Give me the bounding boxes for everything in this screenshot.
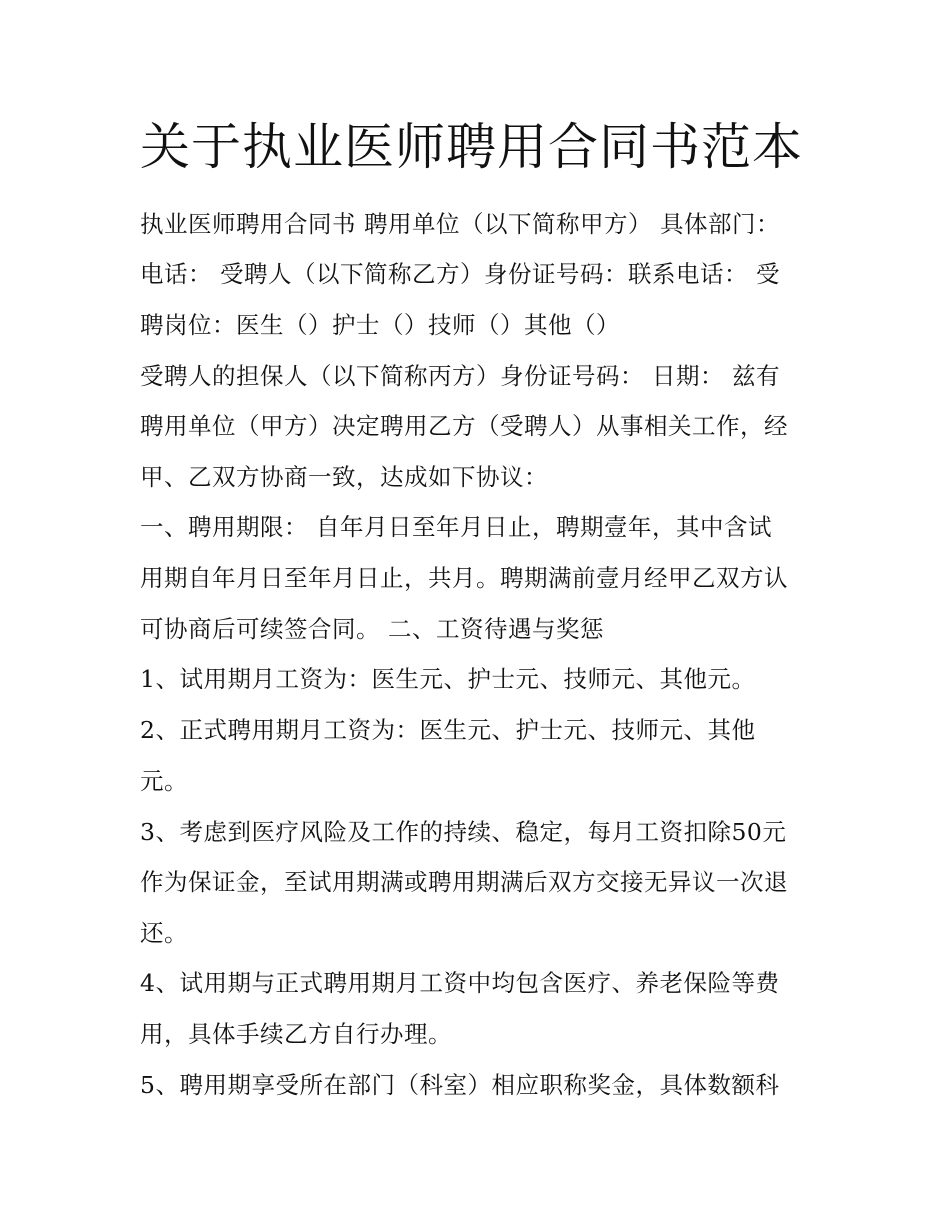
paragraph-line-9: 可协商后可续签合同。 二、工资待遇与奖惩 xyxy=(140,615,604,643)
paragraph-line-6: 甲、乙双方协商一致，达成如下协议： xyxy=(140,463,548,491)
paragraph-line-10: 1、试用期月工资为：医生元、护士元、技师元、其他元。 xyxy=(140,665,756,693)
paragraph-line-5: 聘用单位（甲方）决定聘用乙方（受聘人）从事相关工作，经 xyxy=(140,412,788,440)
paragraph-line-11: 2、正式聘用期月工资为：医生元、护士元、技师元、其他 xyxy=(140,716,756,744)
paragraph-line-18: 5、聘用期享受所在部门（科室）相应职称奖金，具体数额科 xyxy=(140,1071,780,1099)
document-title: 关于执业医师聘用合同书范本 xyxy=(140,118,803,176)
paragraph-line-13: 3、考虑到医疗风险及工作的持续、稳定，每月工资扣除50元 xyxy=(140,818,787,846)
paragraph-line-16: 4、试用期与正式聘用期月工资中均包含医疗、养老保险等费 xyxy=(140,969,780,997)
paragraph-line-7: 一、聘用期限： 自年月日至年月日止，聘期壹年，其中含试 xyxy=(140,513,772,541)
paragraph-line-15: 还。 xyxy=(140,919,188,947)
paragraph-line-17: 用，具体手续乙方自行办理。 xyxy=(140,1020,452,1048)
paragraph-line-3: 聘岗位：医生（）护士（）技师（）其他（） xyxy=(140,311,620,339)
paragraph-line-1: 执业医师聘用合同书 聘用单位（以下简称甲方） 具体部门： xyxy=(140,210,780,238)
paragraph-line-2: 电话： 受聘人（以下简称乙方）身份证号码：联系电话： 受 xyxy=(140,260,780,288)
paragraph-line-4: 受聘人的担保人（以下简称丙方）身份证号码： 日期： 兹有 xyxy=(140,362,780,390)
paragraph-line-8: 用期自年月日至年月日止，共月。聘期满前壹月经甲乙双方认 xyxy=(140,564,788,592)
paragraph-line-14: 作为保证金，至试用期满或聘用期满后双方交接无异议一次退 xyxy=(140,868,788,896)
paragraph-line-12: 元。 xyxy=(140,767,188,795)
